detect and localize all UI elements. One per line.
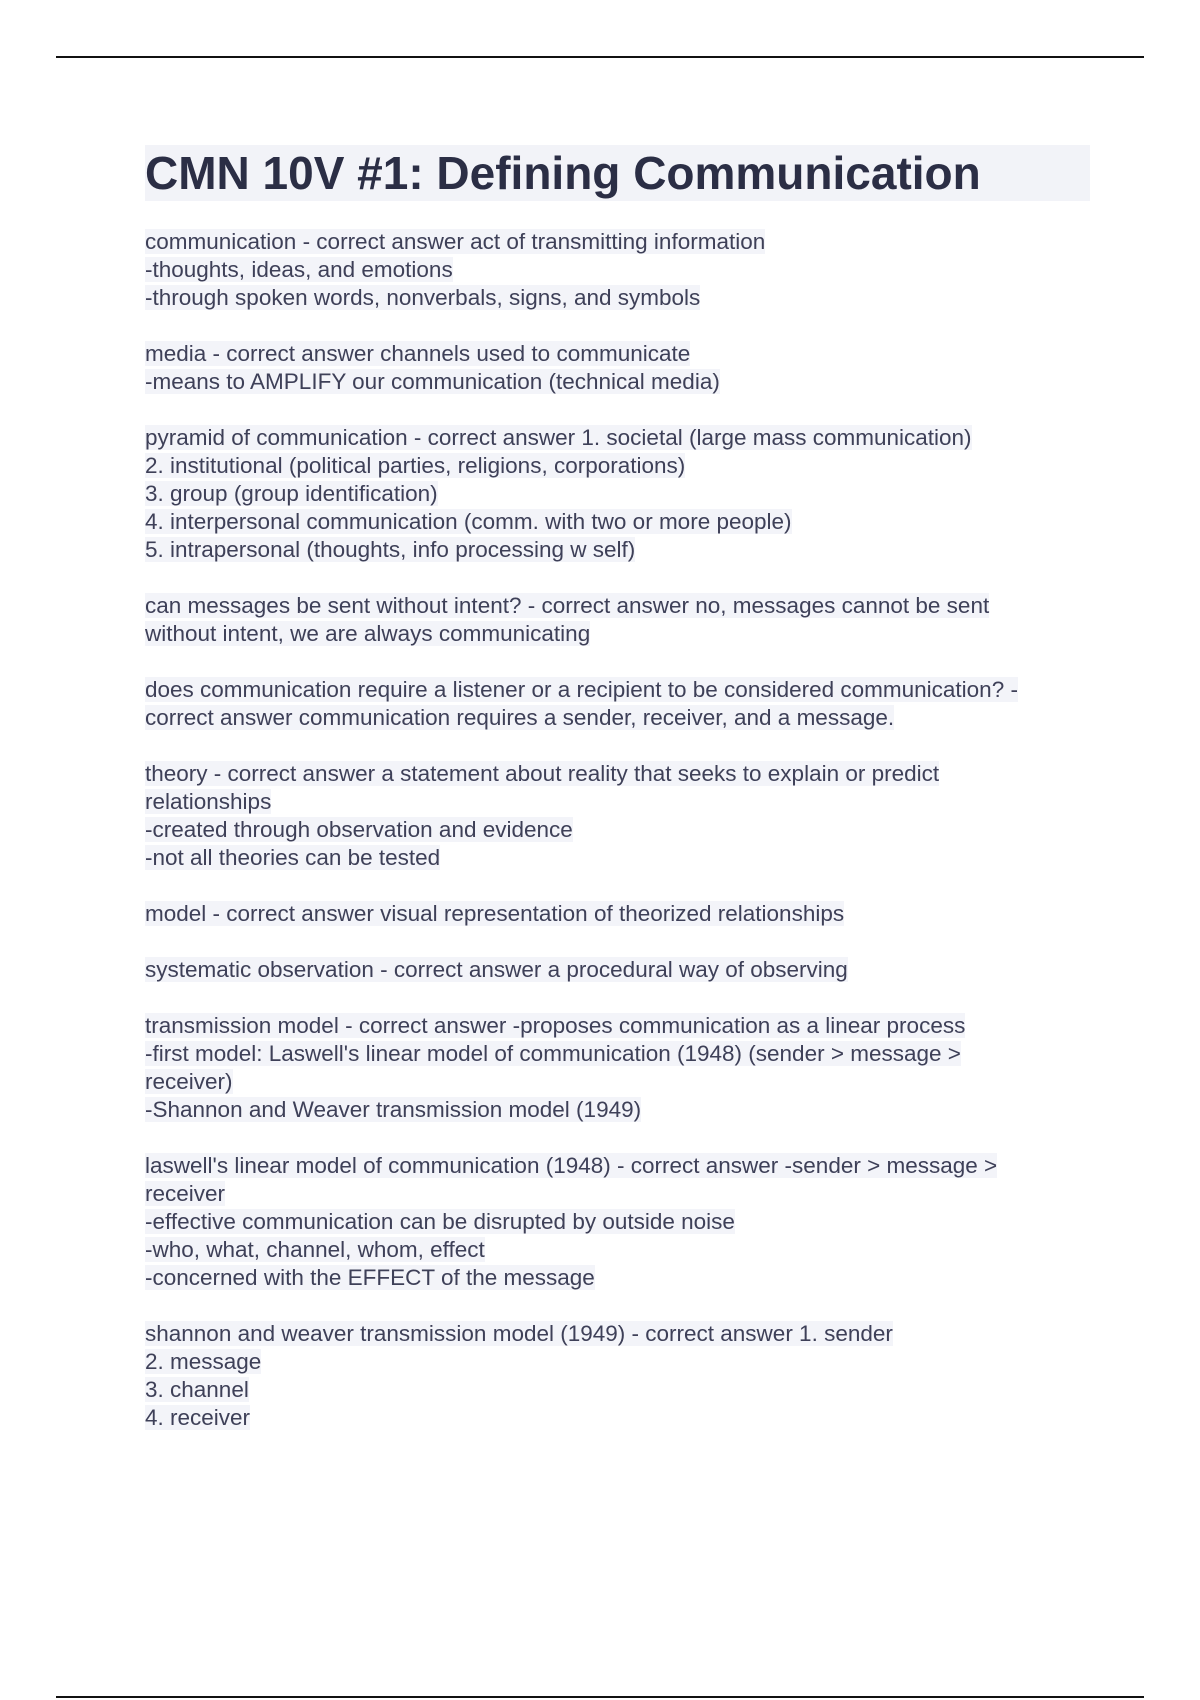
entry-text: receiver)	[145, 1069, 233, 1094]
entry-detail-line	[145, 1068, 1090, 1096]
page-title: CMN 10V #1: Defining Communication	[145, 145, 1090, 201]
entry-text: 3. channel	[145, 1377, 249, 1402]
entry-term-line	[145, 228, 1090, 256]
flashcard-entry	[145, 592, 1090, 648]
entry-text: 2. institutional (political parties, religions, corporations)	[145, 453, 686, 478]
flashcard-entry	[145, 1012, 1090, 1124]
entry-detail-line	[145, 704, 1090, 732]
entry-text: -not all theories can be tested	[145, 845, 441, 870]
flashcard-entry	[145, 900, 1090, 928]
entry-detail-line	[145, 1404, 1090, 1432]
flashcard-entry	[145, 1152, 1090, 1292]
entry-text: 2. message	[145, 1349, 262, 1374]
entry-term-line	[145, 900, 1090, 928]
flashcard-entry	[145, 676, 1090, 732]
entry-detail-line	[145, 536, 1090, 564]
entry-text: communication - correct answer act of transmitting information	[145, 229, 766, 254]
entry-text: -first model: Laswell's linear model of communication (1948) (sender > message >	[145, 1041, 961, 1066]
entry-text: 5. intrapersonal (thoughts, info processing w self)	[145, 537, 636, 562]
entry-text: 4. interpersonal communication (comm. with two or more people)	[145, 509, 792, 534]
entry-term-line	[145, 1320, 1090, 1348]
entry-detail-line	[145, 480, 1090, 508]
entry-text: model - correct answer visual representation of theorized relationships	[145, 901, 845, 926]
entry-text: -Shannon and Weaver transmission model (1949)	[145, 1097, 642, 1122]
entry-detail-line	[145, 620, 1090, 648]
entry-text: -thoughts, ideas, and emotions	[145, 257, 453, 282]
entry-term-line	[145, 676, 1090, 704]
entry-detail-line	[145, 1348, 1090, 1376]
entry-term-line	[145, 956, 1090, 984]
entry-detail-line	[145, 1376, 1090, 1404]
entry-detail-line	[145, 1264, 1090, 1292]
entry-text: pyramid of communication - correct answer 1. societal (large mass communication)	[145, 425, 972, 450]
entry-detail-line	[145, 1236, 1090, 1264]
entry-detail-line	[145, 816, 1090, 844]
entry-detail-line	[145, 788, 1090, 816]
entry-text: systematic observation - correct answer a procedural way of observing	[145, 957, 848, 982]
entry-detail-line	[145, 1208, 1090, 1236]
entry-text: -means to AMPLIFY our communication (technical media)	[145, 369, 720, 394]
entry-text: -who, what, channel, whom, effect	[145, 1237, 485, 1262]
entry-detail-line	[145, 1096, 1090, 1124]
flashcard-entry	[145, 760, 1090, 872]
flashcard-entry	[145, 956, 1090, 984]
entry-detail-line	[145, 284, 1090, 312]
entry-detail-line	[145, 368, 1090, 396]
flashcard-entry	[145, 228, 1090, 312]
entry-text: relationships	[145, 789, 272, 814]
entry-detail-line	[145, 1180, 1090, 1208]
entry-text: -effective communication can be disrupted by outside noise	[145, 1209, 735, 1234]
flashcard-list	[145, 228, 1090, 1460]
entry-term-line	[145, 424, 1090, 452]
entry-text: -concerned with the EFFECT of the message	[145, 1265, 595, 1290]
entry-text: -through spoken words, nonverbals, signs, and symbols	[145, 285, 701, 310]
entry-text: without intent, we are always communicating	[145, 621, 591, 646]
flashcard-entry	[145, 424, 1090, 564]
entry-detail-line	[145, 1040, 1090, 1068]
entry-text: can messages be sent without intent? - correct answer no, messages cannot be sent	[145, 593, 990, 618]
entry-term-line	[145, 1152, 1090, 1180]
flashcard-entry	[145, 340, 1090, 396]
entry-term-line	[145, 592, 1090, 620]
entry-text: transmission model - correct answer -proposes communication as a linear process	[145, 1013, 966, 1038]
entry-text: -created through observation and evidence	[145, 817, 573, 842]
entry-text: shannon and weaver transmission model (1949) - correct answer 1. sender	[145, 1321, 893, 1346]
entry-term-line	[145, 340, 1090, 368]
entry-detail-line	[145, 844, 1090, 872]
entry-text: media - correct answer channels used to communicate	[145, 341, 691, 366]
entry-detail-line	[145, 256, 1090, 284]
entry-text: 4. receiver	[145, 1405, 251, 1430]
top-divider	[56, 56, 1144, 58]
entry-term-line	[145, 1012, 1090, 1040]
entry-text: does communication require a listener or a recipient to be considered communication? -	[145, 677, 1018, 702]
entry-term-line	[145, 760, 1090, 788]
entry-detail-line	[145, 508, 1090, 536]
entry-text: receiver	[145, 1181, 226, 1206]
entry-text: 3. group (group identification)	[145, 481, 438, 506]
entry-detail-line	[145, 452, 1090, 480]
flashcard-entry	[145, 1320, 1090, 1432]
entry-text: correct answer communication requires a sender, receiver, and a message.	[145, 705, 895, 730]
entry-text: theory - correct answer a statement about reality that seeks to explain or predict	[145, 761, 940, 786]
entry-text: laswell's linear model of communication (1948) - correct answer -sender > message >	[145, 1153, 998, 1178]
bottom-divider	[56, 1696, 1144, 1698]
